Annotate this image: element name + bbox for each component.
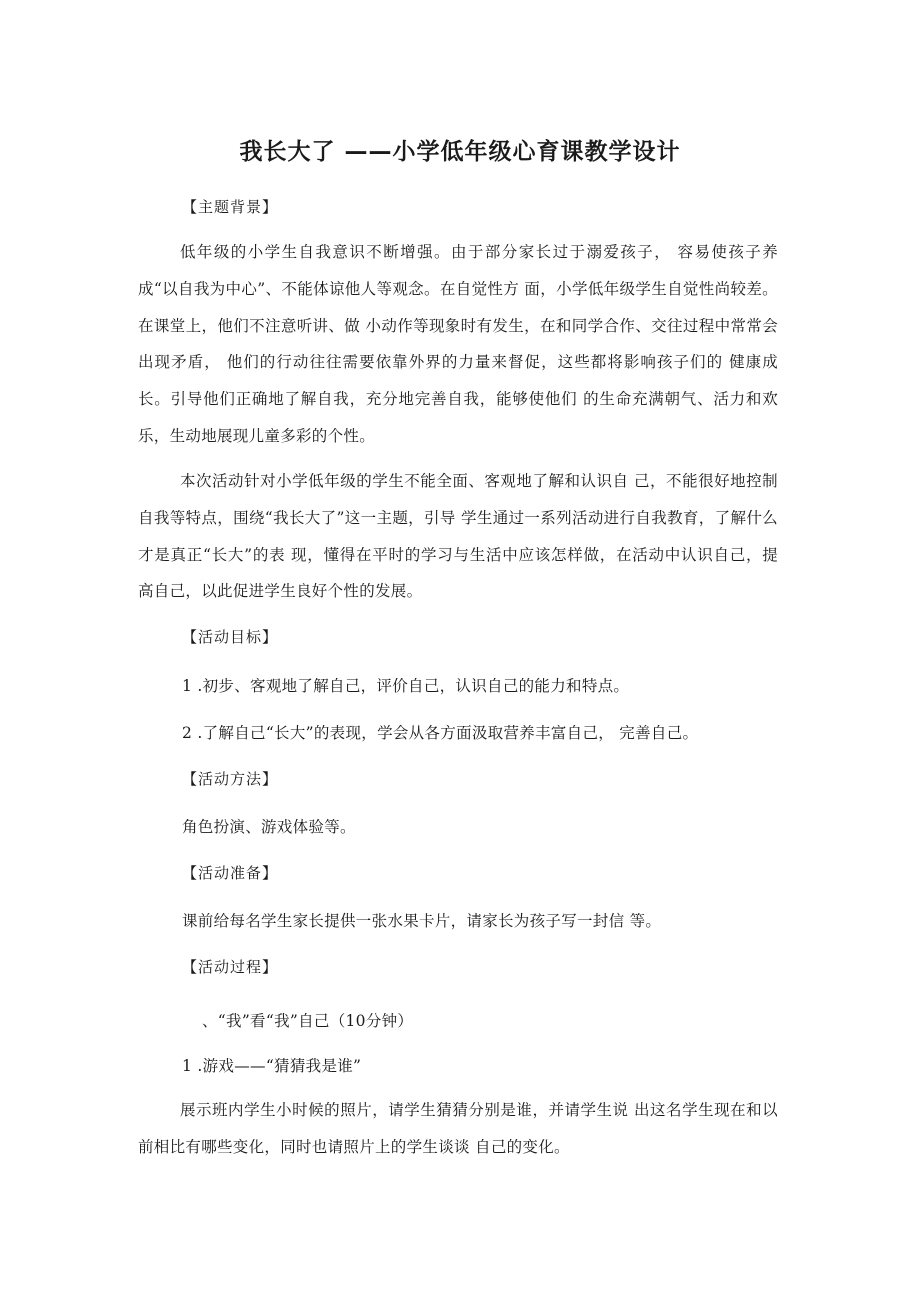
process-item-1-text: 展示班内学生小时候的照片，请学生猜猜分别是谁，并请学生说 出这名学生现在和以前相比有哪些变化，同时也请照片上的学生谈谈 自己的变化。 xyxy=(138,1101,778,1156)
prep-heading: 【活动准备】 xyxy=(182,864,279,882)
goal-item-1: 1 .初步、客观地了解自己，评价自己，认识自己的能力和特点。 xyxy=(182,677,630,695)
background-paragraph-2: 本次活动针对小学低年级的学生不能全面、客观地了解和认识自 己，不能很好地控制自我等特点，围绕“我长大了”这一主题，引导 学生通过一系列活动进行自我教育，了解什么才是真正“长大”的表 现，懂得在平时的学习与生活中应该怎样做，在活动中认识自己，提 高自己，以此促进学生良好个性的发展。 xyxy=(138,472,778,601)
process-heading: 【活动过程】 xyxy=(182,958,279,976)
method-text: 角色扮演、游戏体验等。 xyxy=(182,818,356,836)
goal-heading: 【活动目标】 xyxy=(182,628,279,646)
method-heading: 【活动方法】 xyxy=(182,770,279,788)
process-part-1: 、“我”看“我”自己（10分钟） xyxy=(202,1012,414,1030)
document-title: 我长大了 ——小学低年级心育课教学设计 xyxy=(239,139,681,165)
process-item-1: 1 .游戏——“猜猜我是谁” xyxy=(182,1057,362,1075)
background-paragraph-1: 低年级的小学生自我意识不断增强。由于部分家长过于溺爱孩子， 容易使孩子养成“以自我为中心”、不能体谅他人等观念。在自觉性方 面，小学低年级学生自觉性尚较差。在课堂上，他们不注意听讲、做 小动作等现象时有发生，在和同学合作、交往过程中常常会出现矛盾， 他们的行动往往需要依靠外界的力量来督促，这些都将影响孩子们的 健康成长。引导他们正确地了解自我，充分地完善自我，能够使他们 的生命充满朝气、活力和欢乐，生动地展现儿童多彩的个性。 xyxy=(138,243,778,445)
goal-item-2: 2 .了解自己“长大”的表现，学会从各方面汲取营养丰富自己， 完善自己。 xyxy=(182,724,699,742)
prep-text: 课前给每名学生家长提供一张水果卡片，请家长为孩子写一封信 等。 xyxy=(182,912,662,930)
background-heading: 【主题背景】 xyxy=(182,198,279,216)
